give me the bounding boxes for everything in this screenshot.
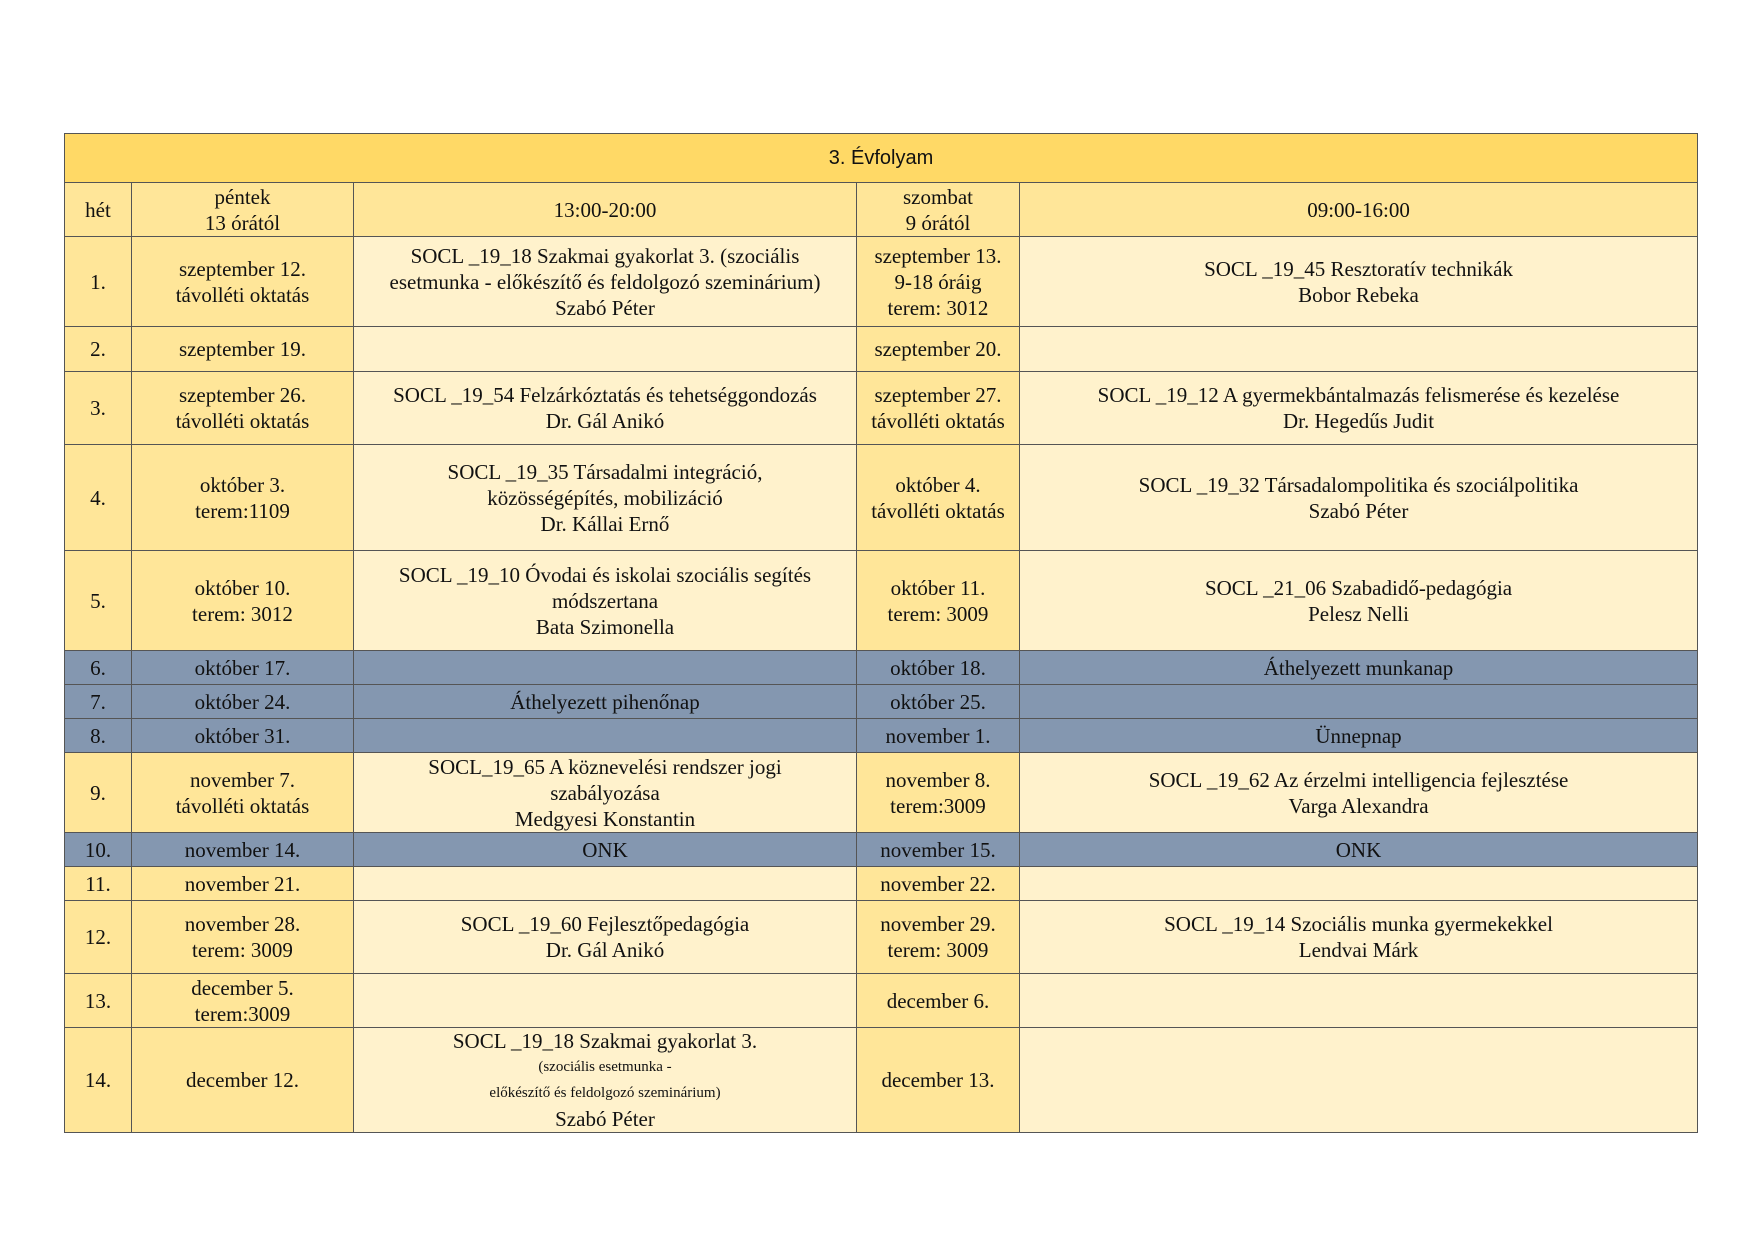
friday-date-cell: [132, 1028, 354, 1133]
friday-course-cell: [354, 867, 857, 901]
friday-course-cell: [354, 719, 857, 753]
cell-line: Medgyesi Konstantin: [514, 806, 696, 831]
cell-line: november 15.: [880, 837, 996, 862]
table-row: [65, 372, 1698, 445]
cell-line: december 13.: [881, 1068, 995, 1092]
saturday-date-cell: [857, 237, 1020, 327]
friday-course-cell: [354, 372, 857, 445]
saturday-course-cell: [1020, 753, 1698, 833]
header-friday-time: 13:00-20:00: [354, 183, 857, 237]
week-cell: 3.: [65, 372, 132, 445]
cell-line: szeptember 20.: [874, 337, 1002, 361]
cell-line: Varga Alexandra: [1288, 793, 1429, 818]
cell-line: SOCL _19_35 Társadalmi integráció,: [447, 459, 763, 484]
cell-line: október 25.: [890, 689, 986, 714]
header-friday-start: 13 órától: [204, 210, 281, 235]
friday-date-cell: [132, 237, 354, 327]
cell-line: december 5.: [191, 975, 294, 1000]
table-row: [65, 901, 1698, 974]
friday-course-cell: [354, 445, 857, 551]
cell-line: SOCL _19_60 Fejlesztőpedagógia: [460, 912, 750, 936]
cell-line: terem: 3012: [192, 601, 293, 626]
cell-line: október 24.: [194, 689, 291, 714]
saturday-date-cell: [857, 551, 1020, 651]
week-cell: 10.: [65, 833, 132, 867]
cell-line: közösségépítés, mobilizáció: [487, 485, 723, 510]
schedule-table: [64, 133, 1698, 1133]
saturday-date-cell: [857, 974, 1020, 1028]
saturday-course-cell: [1020, 651, 1698, 685]
cell-line: távolléti oktatás: [175, 282, 310, 307]
cell-line: november 8.: [885, 767, 991, 792]
friday-course-cell: [354, 551, 857, 651]
cell-line: szeptember 27.: [874, 383, 1002, 407]
friday-date-cell: [132, 901, 354, 974]
cell-line: október 17.: [194, 655, 291, 680]
cell-line: Dr. Kállai Ernő: [540, 511, 670, 536]
friday-date-cell: [132, 327, 354, 372]
cell-line: október 18.: [890, 655, 986, 680]
table-row: [65, 685, 1698, 719]
saturday-date-cell: [857, 901, 1020, 974]
friday-date-cell: [132, 551, 354, 651]
cell-line: ONK: [1335, 837, 1382, 862]
cell-line: terem: 3009: [887, 601, 989, 626]
saturday-course-cell: [1020, 685, 1698, 719]
table-title: 3. Évfolyam: [65, 134, 1698, 183]
table-row: [65, 551, 1698, 651]
week-cell: 4.: [65, 445, 132, 551]
cell-line: Áthelyezett pihenőnap: [510, 689, 700, 714]
table-row: [65, 833, 1698, 867]
cell-line: módszertana: [551, 588, 659, 613]
week-cell: 12.: [65, 901, 132, 974]
week-cell: 8.: [65, 719, 132, 753]
cell-line: Áthelyezett munkanap: [1263, 655, 1454, 680]
saturday-date-cell: [857, 327, 1020, 372]
cell-line: SOCL _19_10 Óvodai és iskolai szociális segítés: [398, 562, 812, 587]
saturday-course-cell: [1020, 372, 1698, 445]
friday-course-cell: [354, 685, 857, 719]
friday-course-cell: [354, 974, 857, 1028]
friday-date-cell: [132, 685, 354, 719]
cell-line: terem: 3012: [887, 295, 989, 320]
saturday-date-cell: [857, 833, 1020, 867]
table-row: [65, 327, 1698, 372]
cell-line: október 3.: [199, 472, 286, 497]
week-cell: 9.: [65, 753, 132, 833]
saturday-date-cell: [857, 719, 1020, 753]
cell-line: távolléti oktatás: [871, 498, 1005, 523]
cell-line: Bobor Rebeka: [1298, 282, 1419, 307]
header-friday-day: péntek: [214, 184, 271, 209]
cell-line: december 12.: [185, 1068, 300, 1092]
table-row: [65, 651, 1698, 685]
saturday-course-cell: [1020, 974, 1698, 1028]
cell-line: szeptember 19.: [178, 337, 307, 361]
cell-line: november 21.: [184, 871, 301, 896]
cell-line: előkészítő és feldolgozó szeminárium): [489, 1085, 721, 1101]
cell-line: SOCL _19_32 Társadalompolitika és szociálpolitika: [1138, 472, 1579, 497]
cell-line: távolléti oktatás: [175, 793, 310, 818]
cell-line: SOCL _19_54 Felzárkóztatás és tehetséggondozás: [393, 383, 817, 407]
cell-line: 9-18 óráig: [894, 269, 982, 294]
cell-line: Bata Szimonella: [535, 614, 675, 639]
header-saturday: [857, 183, 1020, 237]
friday-date-cell: [132, 867, 354, 901]
friday-date-cell: [132, 833, 354, 867]
cell-line: SOCL_19_65 A köznevelési rendszer jogi: [428, 754, 782, 779]
cell-line: szeptember 26.: [178, 383, 307, 407]
friday-course-cell: [354, 1028, 857, 1133]
cell-line: terem:1109: [195, 498, 290, 523]
table-row: [65, 719, 1698, 753]
cell-line: október 10.: [194, 575, 291, 600]
header-saturday-time: 09:00-16:00: [1020, 183, 1698, 237]
week-cell: 5.: [65, 551, 132, 651]
cell-line: Szabó Péter: [555, 295, 655, 320]
cell-line: Lendvai Márk: [1298, 938, 1419, 962]
cell-line: november 28.: [184, 912, 301, 936]
cell-line: Szabó Péter: [1308, 498, 1409, 523]
header-week: hét: [65, 183, 132, 237]
cell-line: szeptember 12.: [178, 256, 307, 281]
week-cell: 6.: [65, 651, 132, 685]
cell-line: Dr. Gál Anikó: [545, 409, 665, 433]
cell-line: szabályozása: [550, 780, 660, 805]
saturday-course-cell: [1020, 237, 1698, 327]
cell-line: SOCL _19_18 Szakmai gyakorlat 3.: [452, 1029, 758, 1053]
week-cell: 1.: [65, 237, 132, 327]
friday-date-cell: [132, 719, 354, 753]
cell-line: esetmunka - előkészítő és feldolgozó szeminárium): [389, 269, 821, 294]
saturday-course-cell: [1020, 719, 1698, 753]
cell-line: SOCL _19_14 Szociális munka gyermekekkel: [1164, 912, 1553, 936]
saturday-date-cell: [857, 651, 1020, 685]
header-friday: [132, 183, 354, 237]
friday-date-cell: [132, 974, 354, 1028]
friday-course-cell: [354, 833, 857, 867]
cell-line: november 1.: [885, 723, 991, 748]
cell-line: december 6.: [886, 988, 990, 1013]
table-row: [65, 974, 1698, 1028]
friday-date-cell: [132, 651, 354, 685]
saturday-course-cell: [1020, 1028, 1698, 1133]
saturday-course-cell: [1020, 327, 1698, 372]
table-row: [65, 445, 1698, 551]
cell-line: október 11.: [890, 575, 986, 600]
saturday-date-cell: [857, 445, 1020, 551]
saturday-course-cell: [1020, 901, 1698, 974]
cell-line: távolléti oktatás: [871, 409, 1005, 433]
cell-line: Ünnepnap: [1315, 723, 1402, 748]
saturday-course-cell: [1020, 867, 1698, 901]
table-row: [65, 753, 1698, 833]
cell-line: november 7.: [190, 767, 295, 792]
friday-course-cell: [354, 651, 857, 685]
cell-line: Dr. Hegedűs Judit: [1282, 409, 1435, 433]
cell-line: SOCL _19_62 Az érzelmi intelligencia fejlesztése: [1148, 767, 1569, 792]
friday-course-cell: [354, 327, 857, 372]
cell-line: november 29.: [880, 912, 996, 936]
cell-line: november 14.: [184, 837, 301, 862]
header-saturday-start: 9 órától: [905, 210, 971, 235]
friday-course-cell: [354, 237, 857, 327]
cell-line: terem:3009: [194, 1001, 291, 1026]
table-row: [65, 237, 1698, 327]
header-saturday-day: szombat: [903, 184, 973, 209]
friday-course-cell: [354, 901, 857, 974]
cell-line: SOCL _19_12 A gyermekbántalmazás felismerése és kezelése: [1097, 383, 1620, 407]
saturday-date-cell: [857, 753, 1020, 833]
cell-line: Pelesz Nelli: [1308, 601, 1409, 626]
saturday-date-cell: [857, 867, 1020, 901]
cell-line: október 4.: [895, 472, 981, 497]
friday-course-cell: [354, 753, 857, 833]
cell-line: SOCL _19_18 Szakmai gyakorlat 3. (szociális: [410, 243, 800, 268]
friday-date-cell: [132, 372, 354, 445]
cell-line: terem:3009: [890, 793, 986, 818]
cell-line: október 31.: [194, 723, 291, 748]
cell-line: SOCL _21_06 Szabadidő-pedagógia: [1204, 575, 1513, 600]
cell-line: SOCL _19_45 Resztoratív technikák: [1204, 256, 1513, 281]
saturday-date-cell: [857, 1028, 1020, 1133]
saturday-course-cell: [1020, 445, 1698, 551]
table-row: [65, 1028, 1698, 1133]
week-cell: 2.: [65, 327, 132, 372]
cell-line: távolléti oktatás: [175, 409, 310, 433]
cell-line: szeptember 13.: [874, 243, 1002, 268]
table-row: [65, 867, 1698, 901]
week-cell: 13.: [65, 974, 132, 1028]
saturday-date-cell: [857, 372, 1020, 445]
saturday-course-cell: [1020, 551, 1698, 651]
week-cell: 14.: [65, 1028, 132, 1133]
cell-line: terem: 3009: [192, 938, 293, 962]
cell-line: ONK: [582, 837, 628, 862]
cell-line: Szabó Péter: [555, 1107, 655, 1131]
cell-line: terem: 3009: [887, 938, 989, 962]
saturday-course-cell: [1020, 833, 1698, 867]
week-cell: 11.: [65, 867, 132, 901]
friday-date-cell: [132, 753, 354, 833]
cell-line: Dr. Gál Anikó: [545, 938, 665, 962]
cell-line: november 22.: [880, 871, 996, 896]
week-cell: 7.: [65, 685, 132, 719]
friday-date-cell: [132, 445, 354, 551]
saturday-date-cell: [857, 685, 1020, 719]
cell-line: (szociális esetmunka -: [538, 1059, 672, 1075]
